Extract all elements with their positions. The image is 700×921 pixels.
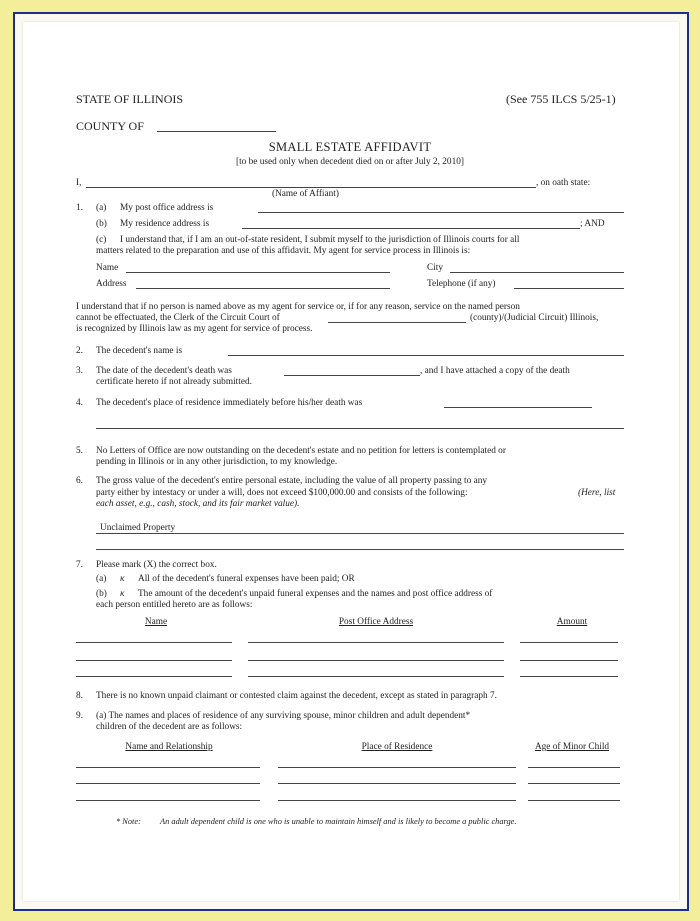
intro-oath: , on oath state: — [536, 178, 591, 188]
s7-column-address: Post Office Address — [338, 617, 414, 627]
s1-a-text: My post office address is — [120, 203, 214, 213]
s7-b-text: The amount of the decedent's unpaid funeral expenses and the names and post office address of — [138, 589, 493, 599]
s6-line2a: party either by intestacy or under a will, does not exceed $100,000.00 and consists of the following: — [96, 488, 468, 498]
decedent-name-field[interactable] — [228, 355, 624, 356]
agent-address-field[interactable] — [136, 288, 390, 289]
state-heading: STATE OF ILLINOIS — [76, 92, 184, 106]
s7-a-label: (a) — [96, 574, 107, 584]
s7-amount-field[interactable] — [520, 660, 618, 661]
s9-residence-field[interactable] — [278, 767, 516, 768]
section-6-number: 6. — [76, 476, 83, 486]
agent-name-label: Name — [96, 263, 119, 273]
s7-b-label: (b) — [96, 589, 107, 599]
post-office-address-field[interactable] — [258, 212, 624, 213]
agent-telephone-label: Telephone (if any) — [427, 279, 496, 289]
s9-column-residence: Place of Residence — [361, 742, 433, 752]
s1-b-label: (b) — [96, 219, 107, 229]
s4-text: The decedent's place of residence immediately before his/her death was — [96, 398, 363, 408]
s7-address-field[interactable] — [248, 660, 504, 661]
s6-line3: each asset, e.g., cash, stock, and its fair market value). — [96, 499, 300, 509]
circuit-court-field[interactable] — [328, 322, 466, 323]
affiant-name-caption: (Name of Affiant) — [272, 189, 339, 199]
residence-field-2[interactable] — [96, 428, 624, 429]
section-4-number: 4. — [76, 398, 83, 408]
s9-residence-field[interactable] — [278, 783, 516, 784]
section-7-number: 7. — [76, 560, 83, 570]
s9-line1: (a) The names and places of residence of any surviving spouse, minor children and adult dependent* — [96, 711, 471, 721]
s9-age-field[interactable] — [528, 767, 620, 768]
agent-name-field[interactable] — [126, 272, 390, 273]
s6-line1: The gross value of the decedent's entire personal estate, including the value of all property passing to any — [96, 476, 487, 486]
asset-entry: Unclaimed Property — [100, 523, 176, 533]
s7-name-field[interactable] — [76, 660, 232, 661]
residence-address-field[interactable] — [242, 228, 580, 229]
intro-i: I, — [76, 178, 82, 188]
s5-line1: No Letters of Office are now outstanding on the decedent's estate and no petition for letters is contemplated or — [96, 446, 506, 456]
agent-city-label: City — [427, 263, 444, 273]
s7-b-line2: each person entitled hereto are as follows: — [96, 600, 253, 610]
agent-para-line2b: (county)/(Judicial Circuit) Illinois, — [470, 313, 599, 323]
s9-name-field[interactable] — [76, 783, 260, 784]
s1-c-line2: matters related to the preparation and use of this affidavit. My agent for service process in Illinois is: — [96, 246, 471, 256]
s1-b-text: My residence address is — [120, 219, 210, 229]
statute-reference: (See 755 ILCS 5/25-1) — [506, 92, 616, 106]
s7-amount-field[interactable] — [520, 642, 618, 643]
agent-city-field[interactable] — [450, 272, 624, 273]
asset-field-1[interactable] — [96, 533, 624, 534]
s2-text: The decedent's name is — [96, 346, 183, 356]
s7-address-field[interactable] — [248, 676, 504, 677]
s7-name-field[interactable] — [76, 676, 232, 677]
section-2-number: 2. — [76, 346, 83, 356]
agent-para-line1: I understand that if no person is named above as my agent for service or, if for any reason, service on the named person — [76, 302, 520, 312]
section-9-number: 9. — [76, 711, 83, 721]
s6-line2b: (Here, list — [578, 488, 616, 498]
section-3-number: 3. — [76, 366, 83, 376]
s9-age-field[interactable] — [528, 800, 620, 801]
s7-a-text: All of the decedent's funeral expenses have been paid; OR — [138, 574, 355, 584]
s7-a-checkbox[interactable]: κ — [120, 574, 125, 584]
death-date-field[interactable] — [284, 375, 420, 376]
document-subtitle: [to be used only when decedent died on or after July 2, 2010] — [236, 157, 464, 167]
s1-c-label: (c) — [96, 235, 107, 245]
asset-field-2[interactable] — [96, 549, 624, 550]
s1-c-line1: I understand that, if I am an out-of-state resident, I submit myself to the jurisdiction of Illinois courts for all — [120, 235, 520, 245]
s7-column-amount: Amount — [556, 617, 588, 627]
s3-b: , and I have attached a copy of the death — [420, 366, 570, 376]
s1-b-end: ; AND — [580, 219, 605, 229]
section-1-number: 1. — [76, 203, 83, 213]
s7-b-checkbox[interactable]: κ — [120, 589, 125, 599]
s8-text: There is no known unpaid claimant or contested claim against the decedent, except as stated in paragraph 7. — [96, 691, 497, 701]
agent-para-line2a: cannot be effectuated, the Clerk of the Circuit Court of — [76, 313, 280, 323]
document-title: SMALL ESTATE AFFIDAVIT — [268, 140, 432, 154]
agent-telephone-field[interactable] — [514, 288, 624, 289]
s7-column-name: Name — [144, 617, 168, 627]
s9-column-age: Age of Minor Child — [534, 742, 610, 752]
s9-name-field[interactable] — [76, 767, 260, 768]
s5-line2: pending in Illinois or in any other jurisdiction, to my knowledge. — [96, 457, 338, 467]
county-field[interactable] — [157, 131, 276, 132]
s9-age-field[interactable] — [528, 783, 620, 784]
s7-amount-field[interactable] — [520, 676, 618, 677]
agent-para-line3: is recognized by Illinois law as my agent for service of process. — [76, 324, 313, 334]
section-5-number: 5. — [76, 446, 83, 456]
affiant-name-field[interactable] — [86, 187, 536, 188]
s9-name-field[interactable] — [76, 800, 260, 801]
s7-name-field[interactable] — [76, 642, 232, 643]
s3-line2: certificate hereto if not already submitted. — [96, 377, 252, 387]
s9-column-name: Name and Relationship — [125, 742, 213, 752]
note-label: * Note: — [116, 817, 141, 826]
s1-a-label: (a) — [96, 203, 107, 213]
note-text: An adult dependent child is one who is unable to maintain himself and is likely to become a public charge. — [160, 817, 517, 826]
s9-line2: children of the decedent are as follows: — [96, 722, 243, 732]
agent-address-label: Address — [96, 279, 127, 289]
s7-address-field[interactable] — [248, 642, 504, 643]
s9-residence-field[interactable] — [278, 800, 516, 801]
section-8-number: 8. — [76, 691, 83, 701]
county-label: COUNTY OF — [76, 119, 144, 133]
s7-text: Please mark (X) the correct box. — [96, 560, 217, 570]
s3-a: The date of the decedent's death was — [96, 366, 232, 376]
residence-field-1[interactable] — [444, 407, 592, 408]
